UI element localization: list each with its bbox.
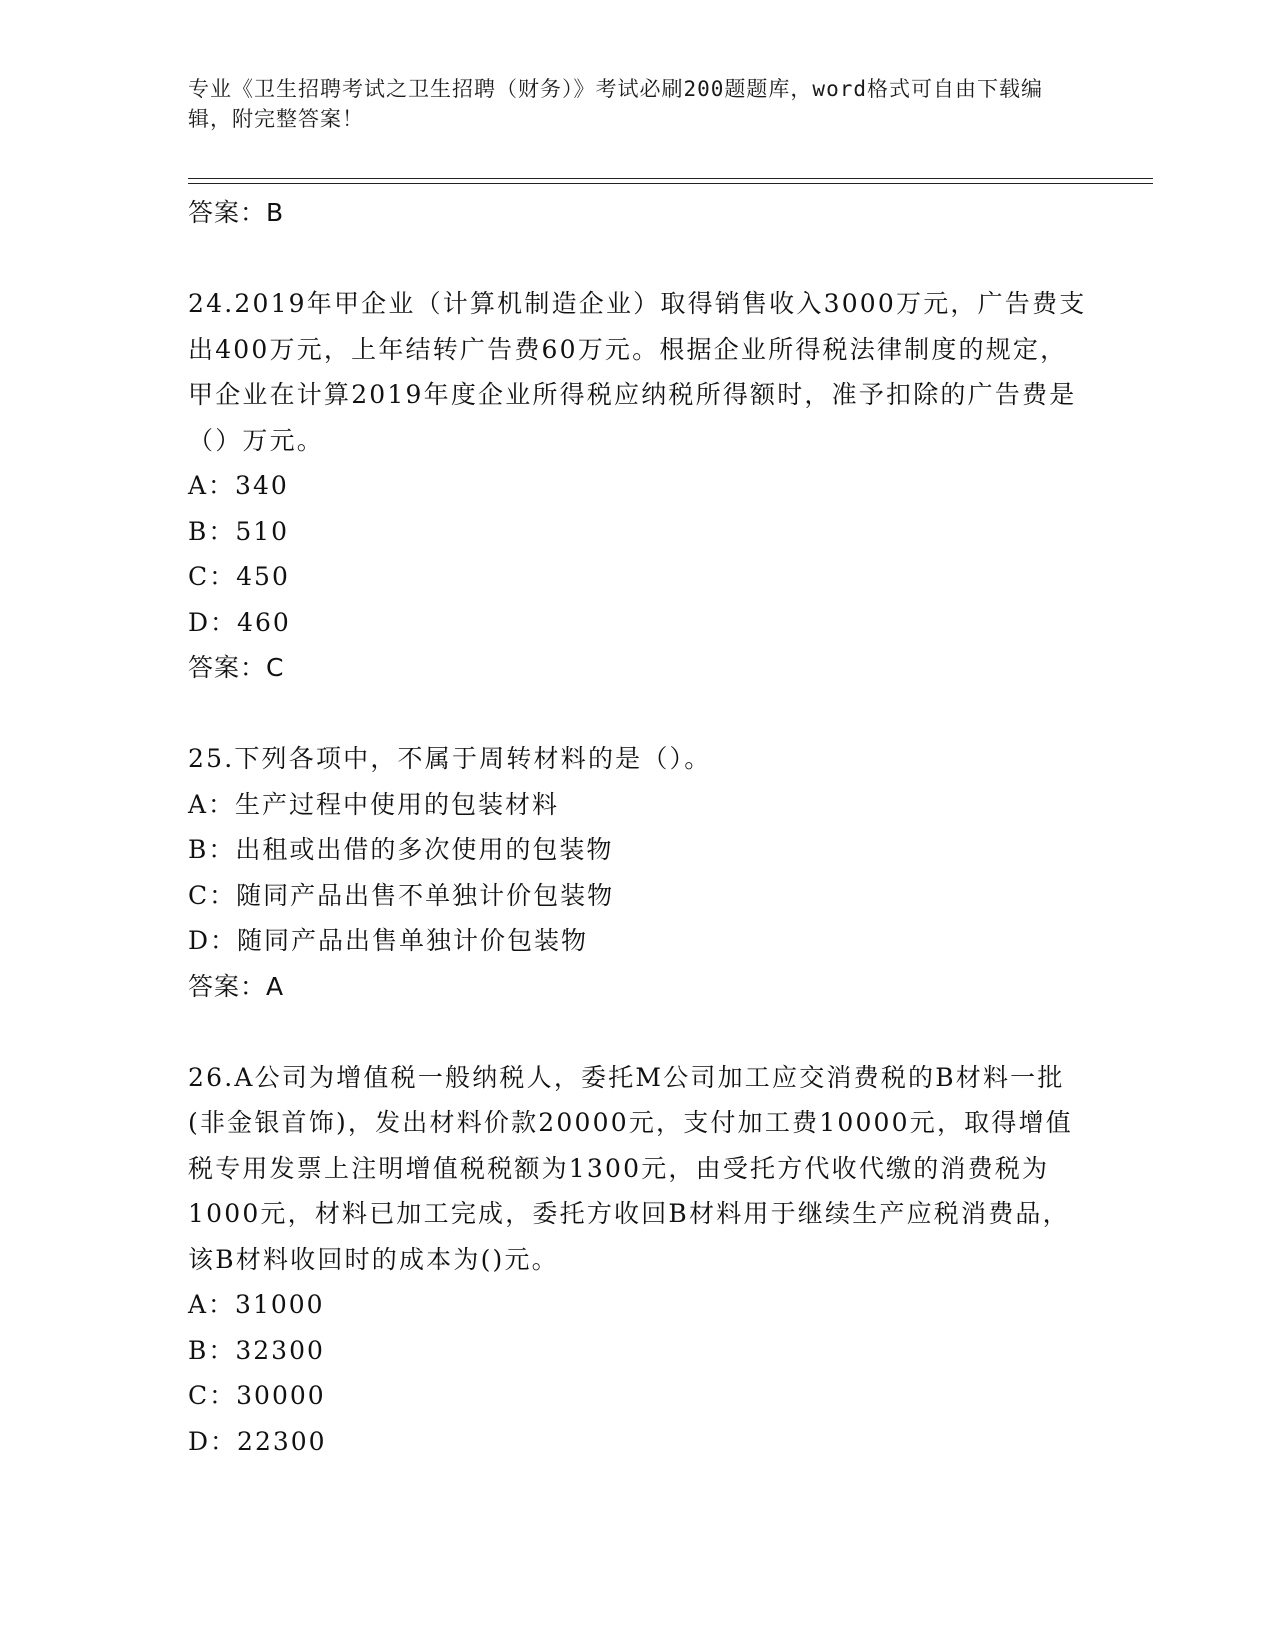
document-header: 专业《卫生招聘考试之卫生招聘（财务）》考试必刷200题题库，word格式可自由下载编辑，附完整答案！	[188, 77, 1043, 131]
header-divider-double	[188, 183, 1153, 184]
option-b: B：出租或出借的多次使用的包装物	[188, 835, 614, 864]
option-a: A：31000	[188, 1290, 325, 1319]
option-a: A：340	[188, 471, 289, 500]
option-b: B：32300	[188, 1335, 325, 1365]
option-c: C：30000	[188, 1381, 326, 1410]
option-a: A：生产过程中使用的包装材料	[188, 789, 560, 819]
option-c: C：450	[188, 562, 290, 591]
question-list	[188, 190, 1088, 1464]
answer-25: 答案：A	[188, 971, 285, 1001]
answer-23: 答案：B	[188, 198, 285, 227]
option-d: D：460	[188, 607, 291, 637]
answer-24: 答案：C	[188, 653, 285, 682]
question-stem: 24.2019年甲企业（计算机制造企业）取得销售收入3000万元，广告费支出400万元，上年结转广告费60万元。根据企业所得税法律制度的规定，甲企业在计算2019年度企业所得税应纳税所得额时，准予扣除的广告费是（）万元。	[188, 289, 1087, 455]
header-divider	[188, 178, 1153, 179]
option-d: D：随同产品出售单独计价包装物	[188, 926, 589, 955]
question-24	[188, 281, 1088, 691]
question-stem: 26.A公司为增值税一般纳税人，委托M公司加工应交消费税的B材料一批(非金银首饰)，发出材料价款20000元，支付加工费10000元，取得增值税专用发票上注明增值税税额为1300元，由受托方代收代缴的消费税为1000元，材料已加工完成，委托方收回B材料用于继续生产应税消费品，该B材料收回时的成本为()元。	[188, 1062, 1073, 1274]
option-d: D：22300	[188, 1426, 327, 1456]
option-b: B：510	[188, 516, 290, 546]
question-26	[188, 1055, 1088, 1465]
question-25	[188, 736, 1088, 1010]
option-c: C：随同产品出售不单独计价包装物	[188, 880, 615, 910]
question-stem: 25.下列各项中，不属于周转材料的是（）。	[188, 744, 712, 773]
